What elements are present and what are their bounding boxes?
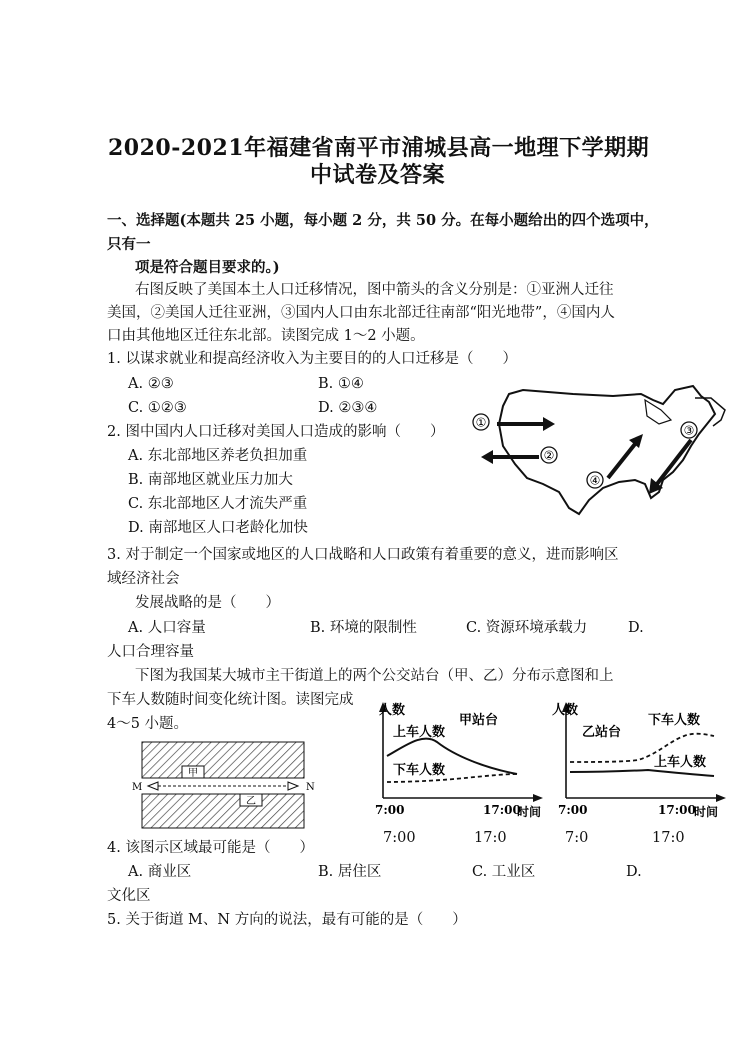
intro2-line3: 4～5 小题。 xyxy=(107,716,189,732)
arrow-3-label: ③ xyxy=(683,423,695,438)
q1-stem: 1. 以谋求就业和提高经济收入为主要目的的人口迁移是（ ） xyxy=(107,351,517,367)
q2-option-b: B. 南部地区就业压力加大 xyxy=(128,472,293,488)
chart-a-title: 甲站台 xyxy=(459,713,499,728)
intro1-line1: 右图反映了美国本土人口迁移情况，图中箭头的含义分别是：①亚洲人迁往 xyxy=(135,282,614,298)
q3-stem-line3: 发展战略的是（ ） xyxy=(135,595,280,611)
q3-option-d-cont: 人口合理容量 xyxy=(107,644,194,660)
chart-b-series-up-line xyxy=(570,770,714,776)
q2-option-c: C. 东北部地区人才流失严重 xyxy=(128,496,308,512)
chart-b-xlabel: 时间 xyxy=(694,805,719,819)
section-heading-line3: 项是符合题目要求的。) xyxy=(135,259,280,276)
chart-a-xtick-1: 17:00 xyxy=(483,803,521,817)
section-heading-line2: 只有一 xyxy=(107,236,151,253)
arrow-4-label: ④ xyxy=(589,473,601,488)
block-north xyxy=(142,742,304,778)
q4-option-b: B. 居住区 xyxy=(318,864,382,880)
chart-a-series-up-label: 上车人数 xyxy=(393,725,446,740)
q3-stem-line2: 域经济社会 xyxy=(107,571,180,587)
q4-option-c: C. 工业区 xyxy=(472,864,536,880)
block-south xyxy=(142,794,304,828)
chart-a-xlabel: 时间 xyxy=(517,805,542,819)
q1-option-a: A. ②③ xyxy=(128,376,174,392)
intro1-line3: 口由其他地区迁往东北部。读图完成 1～2 小题。 xyxy=(107,328,425,344)
q5-stem: 5. 关于街道 M、N 方向的说法，最有可能的是（ ） xyxy=(107,912,467,928)
chart-b-xtick-0: 7:00 xyxy=(558,803,588,817)
q3-option-b: B. 环境的限制性 xyxy=(310,620,417,636)
q2-option-a: A. 东北部地区养老负担加重 xyxy=(128,448,308,464)
chart-b-series-down-label: 下车人数 xyxy=(648,713,701,728)
chart-b-below-0: 7:0 xyxy=(565,830,589,846)
arrow-2-label: ② xyxy=(543,448,555,463)
q1-option-d: D. ②③④ xyxy=(318,400,378,416)
chart-a-below-1: 17:0 xyxy=(474,830,507,846)
intro2-line2: 下车人数随时间变化统计图。读图完成 xyxy=(107,692,354,708)
arrow-1-label: ① xyxy=(475,415,487,430)
chart-stop-b xyxy=(548,694,730,826)
q3-option-d: D. xyxy=(628,620,644,636)
chart-a-below-0: 7:00 xyxy=(383,830,416,846)
intro1-line2: 美国，②美国人迁往亚洲，③国内人口由东北部迁往南部“阳光地带”，④国内人 xyxy=(107,305,615,321)
q4-option-d-cont: 文化区 xyxy=(107,888,151,904)
chart-b-series-up-label: 上车人数 xyxy=(654,755,707,770)
chart-a-xtick-0: 7:00 xyxy=(375,803,405,817)
direction-n: N xyxy=(306,782,315,793)
chart-a-series-down-label: 下车人数 xyxy=(393,763,446,778)
q3-option-a: A. 人口容量 xyxy=(128,620,206,636)
street-diagram xyxy=(130,738,320,834)
q2-option-d: D. 南部地区人口老龄化加快 xyxy=(128,520,308,536)
stop-a-label: 甲 xyxy=(188,768,198,779)
doc-title-line1: 2020-2021年福建省南平市浦城县高一地理下学期期 xyxy=(108,135,650,161)
chart-stop-a xyxy=(365,694,547,826)
chart-b-title: 乙站台 xyxy=(582,725,622,740)
chart-b-xtick-1: 17:00 xyxy=(658,803,696,817)
q1-option-c: C. ①②③ xyxy=(128,400,187,416)
q3-stem-line1: 3. 对于制定一个国家或地区的人口战略和人口政策有着重要的意义，进而影响区 xyxy=(107,547,619,563)
q2-stem: 2. 图中国内人口迁移对美国人口造成的影响（ ） xyxy=(107,424,445,440)
q3-option-c: C. 资源环境承载力 xyxy=(466,620,588,636)
q4-stem: 4. 该图示区域最可能是（ ） xyxy=(107,840,314,856)
intro2-line1: 下图为我国某大城市主干街道上的两个公交站台（甲、乙）分布示意图和上 xyxy=(135,668,614,684)
usa-migration-map xyxy=(463,380,728,522)
q1-option-b: B. ①④ xyxy=(318,376,364,392)
chart-b-below-1: 17:0 xyxy=(652,830,685,846)
stop-b-label: 乙 xyxy=(246,796,256,807)
arrow-2-head xyxy=(481,450,493,464)
direction-m: M xyxy=(132,782,143,793)
q4-option-d: D. xyxy=(626,864,642,880)
chart-a-ylabel: 人数 xyxy=(379,703,406,718)
chart-b-ylabel: 人数 xyxy=(552,703,579,718)
section-heading-line1: 一、选择题(本题共 25 小题，每小题 2 分，共 50 分。在每小题给出的四个选项中， xyxy=(107,212,659,229)
q4-option-a: A. 商业区 xyxy=(128,864,192,880)
doc-title-line2: 中试卷及答案 xyxy=(310,162,446,188)
